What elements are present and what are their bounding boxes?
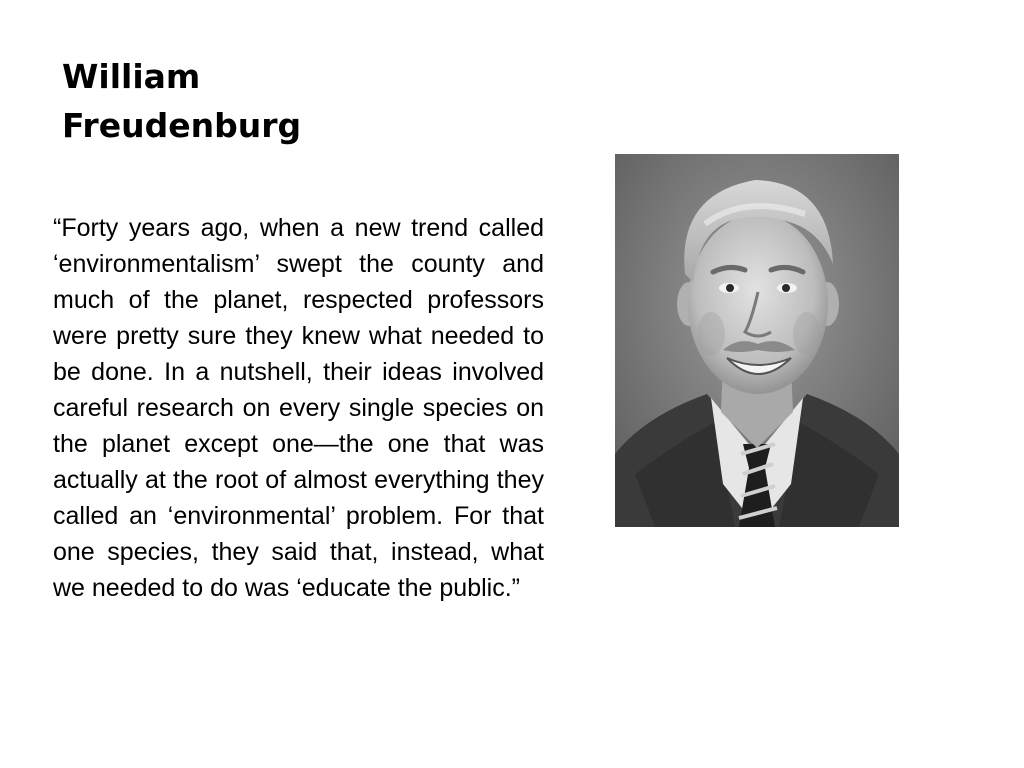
portrait-photo: [615, 154, 899, 527]
title-line-last-name: Freudenburg: [62, 106, 302, 145]
slide-title: [62, 52, 482, 150]
title-line-first-name: William: [62, 57, 201, 96]
portrait-illustration: [615, 154, 899, 527]
quote-text: “Forty years ago, when a new trend called ‘environmentalism’ swept the county and much of the planet, respected professors were pretty sure they knew what needed to be done. In a nutshell, their ideas involved careful research on every single species on the planet except one—the one that was actually at the root of almost everything they called an ‘environmental’ problem. For that one species, they said that, instead, what we needed to do was ‘educate the public.”: [53, 214, 544, 602]
